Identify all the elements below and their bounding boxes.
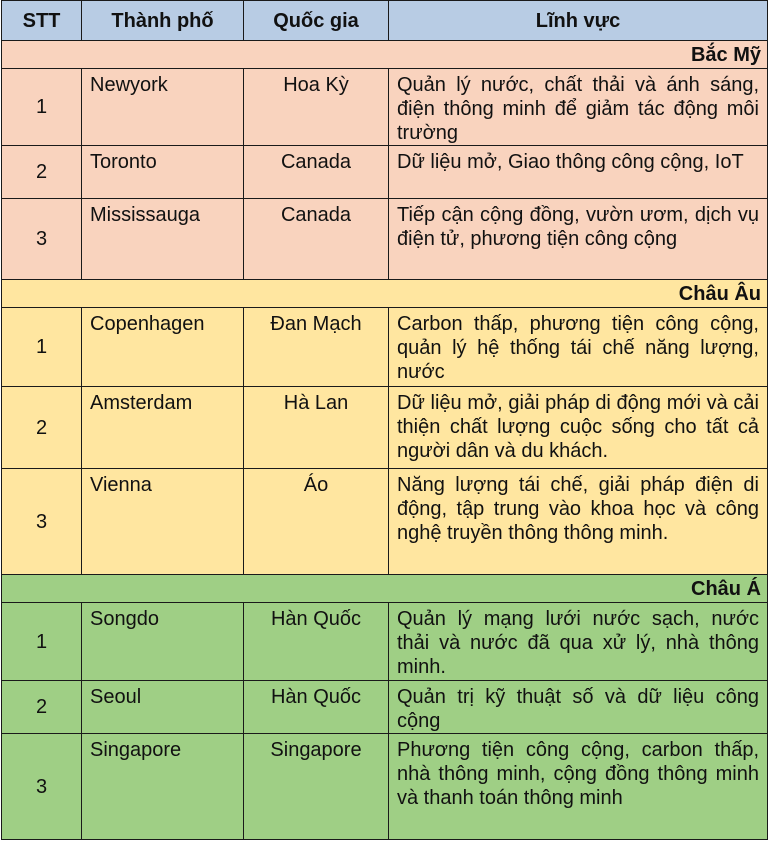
country-cell: Hoa Kỳ bbox=[244, 69, 389, 146]
country-cell: Hàn Quốc bbox=[244, 603, 389, 681]
table-row bbox=[2, 681, 768, 734]
header-field: Lĩnh vực bbox=[389, 1, 768, 41]
field-cell: Quản lý mạng lưới nước sạch, nước thải và nước đã qua xử lý, nhà thông minh. bbox=[389, 603, 768, 681]
city-cell: Newyork bbox=[82, 69, 244, 146]
table-row bbox=[2, 308, 768, 387]
field-cell: Quản trị kỹ thuật số và dữ liệu công cộng bbox=[389, 681, 768, 734]
city-cell: Toronto bbox=[82, 146, 244, 199]
stt-cell: 3 bbox=[2, 199, 82, 280]
country-cell: Đan Mạch bbox=[244, 308, 389, 387]
table-row bbox=[2, 603, 768, 681]
field-cell: Năng lượng tái chế, giải pháp điện di động, tập trung vào khoa học và công nghệ truyền thông thông minh. bbox=[389, 469, 768, 575]
stt-cell: 1 bbox=[2, 603, 82, 681]
region-label: Châu Á bbox=[2, 575, 768, 603]
field-cell: Dữ liệu mở, Giao thông công cộng, IoT bbox=[389, 146, 768, 199]
city-cell: Songdo bbox=[82, 603, 244, 681]
region-label: Bắc Mỹ bbox=[2, 41, 768, 69]
country-cell: Hà Lan bbox=[244, 387, 389, 469]
city-cell: Mississauga bbox=[82, 199, 244, 280]
city-cell: Seoul bbox=[82, 681, 244, 734]
field-cell: Phương tiện công cộng, carbon thấp, nhà thông minh, cộng đồng thông minh và thanh toán thông minh bbox=[389, 734, 768, 840]
header-city: Thành phố bbox=[82, 1, 244, 41]
city-cell: Singapore bbox=[82, 734, 244, 840]
field-cell: Carbon thấp, phương tiện công cộng, quản lý hệ thống tái chế năng lượng, nước bbox=[389, 308, 768, 387]
stt-cell: 3 bbox=[2, 469, 82, 575]
country-cell: Singapore bbox=[244, 734, 389, 840]
table-row bbox=[2, 734, 768, 840]
smart-cities-table bbox=[1, 0, 768, 840]
field-cell: Tiếp cận cộng đồng, vườn ươm, dịch vụ điện tử, phương tiện công cộng bbox=[389, 199, 768, 280]
stt-cell: 1 bbox=[2, 308, 82, 387]
region-row-north-america bbox=[2, 41, 768, 69]
stt-cell: 3 bbox=[2, 734, 82, 840]
region-label: Châu Âu bbox=[2, 280, 768, 308]
city-cell: Amsterdam bbox=[82, 387, 244, 469]
region-row-asia bbox=[2, 575, 768, 603]
city-cell: Copenhagen bbox=[82, 308, 244, 387]
country-cell: Canada bbox=[244, 199, 389, 280]
region-row-europe bbox=[2, 280, 768, 308]
country-cell: Hàn Quốc bbox=[244, 681, 389, 734]
table-row bbox=[2, 69, 768, 146]
stt-cell: 2 bbox=[2, 681, 82, 734]
country-cell: Canada bbox=[244, 146, 389, 199]
header-country: Quốc gia bbox=[244, 1, 389, 41]
header-row bbox=[2, 1, 768, 41]
table-row bbox=[2, 469, 768, 575]
field-cell: Dữ liệu mở, giải pháp di động mới và cải thiện chất lượng cuộc sống cho tất cả người dân và du khách. bbox=[389, 387, 768, 469]
stt-cell: 2 bbox=[2, 146, 82, 199]
table-row bbox=[2, 387, 768, 469]
field-cell: Quản lý nước, chất thải và ánh sáng, điện thông minh để giảm tác động môi trường bbox=[389, 69, 768, 146]
stt-cell: 1 bbox=[2, 69, 82, 146]
table-row bbox=[2, 199, 768, 280]
stt-cell: 2 bbox=[2, 387, 82, 469]
country-cell: Áo bbox=[244, 469, 389, 575]
city-cell: Vienna bbox=[82, 469, 244, 575]
header-stt: STT bbox=[2, 1, 82, 41]
table-row bbox=[2, 146, 768, 199]
